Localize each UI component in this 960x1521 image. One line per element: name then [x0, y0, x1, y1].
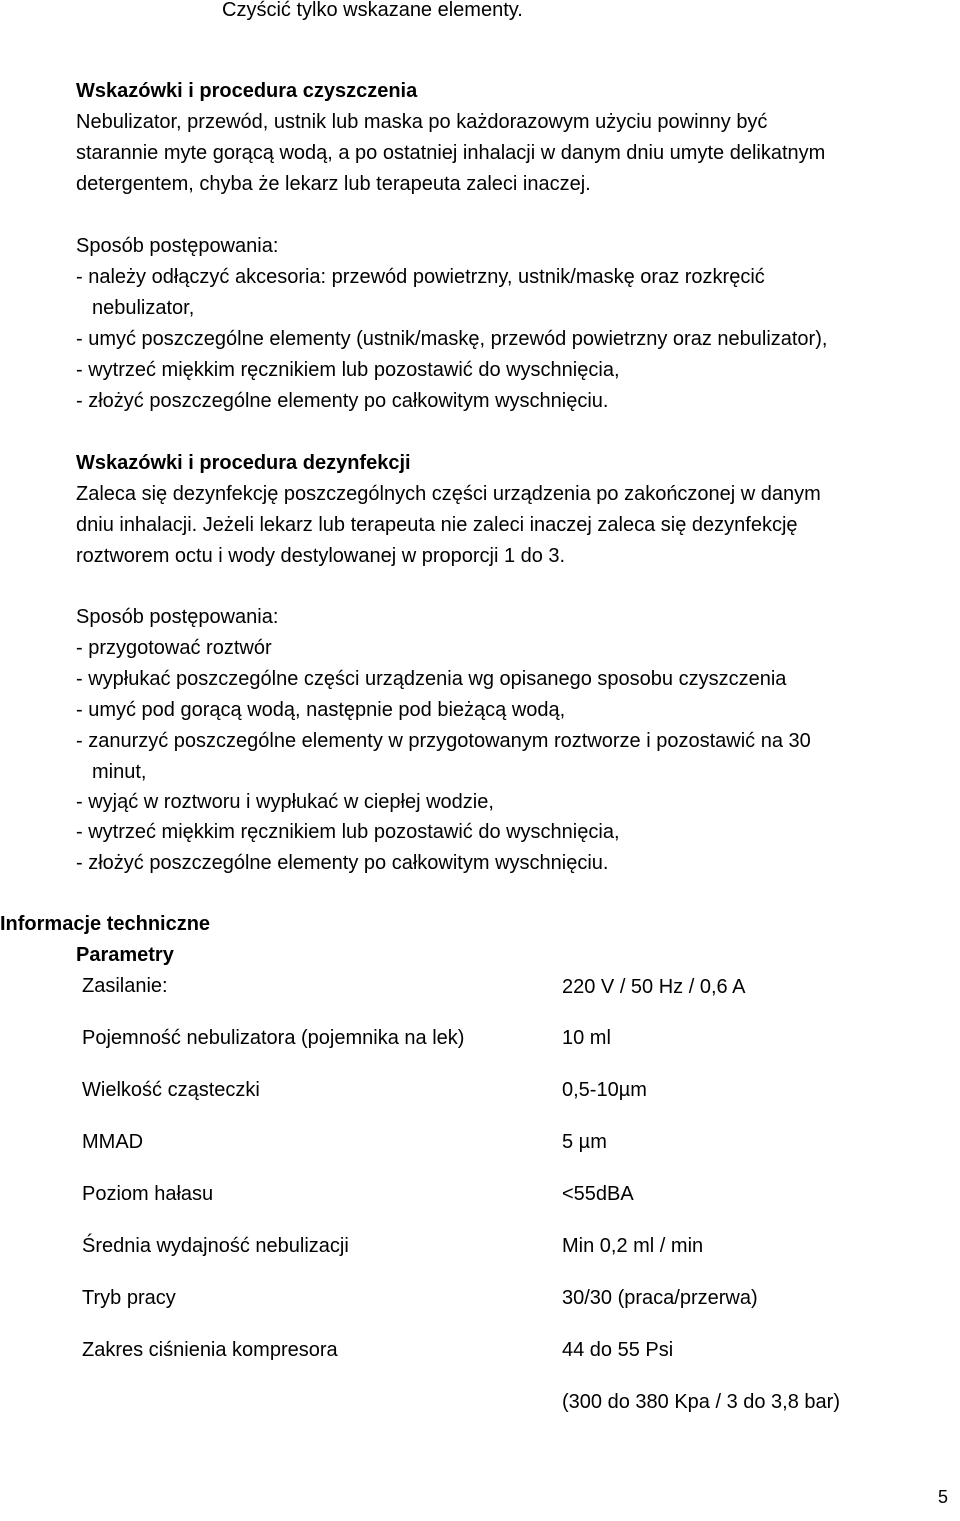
page-number: 5 — [938, 1487, 949, 1507]
disinfection-step: - złożyć poszczególne elementy po całkowitym wyschnięciu. — [76, 852, 609, 874]
disinfection-step: - wyjąć w roztworu i wypłukać w ciepłej wodzie, — [76, 791, 494, 813]
parameter-value: <55dBA — [562, 1183, 634, 1205]
cleaning-step: - należy odłączyć akcesoria: przewód powietrzny, ustnik/maskę oraz rozkręcić — [76, 266, 765, 288]
parameter-label: Zasilanie: — [82, 975, 168, 997]
parameter-value: 0,5-10µm — [562, 1079, 647, 1101]
top-line: Czyścić tylko wskazane elementy. — [222, 0, 523, 21]
technical-heading: Informacje techniczne — [0, 913, 211, 935]
cleaning-step: - wytrzeć miękkim ręcznikiem lub pozostawić do wyschnięcia, — [76, 359, 620, 381]
cleaning-step: nebulizator, — [92, 297, 195, 319]
disinfection-paragraph-line: dniu inhalacji. Jeżeli lekarz lub terapeuta nie zaleci inaczej zaleca się dezynfekcję — [76, 514, 798, 536]
disinfection-step: - wytrzeć miękkim ręcznikiem lub pozostawić do wyschnięcia, — [76, 821, 620, 843]
disinfection-heading: Wskazówki i procedura dezynfekcji — [76, 452, 411, 474]
cleaning-paragraph-line: Nebulizator, przewód, ustnik lub maska po każdorazowym użyciu powinny być — [76, 111, 768, 133]
disinfection-step: - umyć pod gorącą wodą, następnie pod bieżącą wodą, — [76, 699, 566, 721]
cleaning-heading: Wskazówki i procedura czyszczenia — [76, 80, 418, 102]
parameter-value: 44 do 55 Psi — [562, 1339, 674, 1361]
disinfection-procedure-title: Sposób postępowania: — [76, 606, 279, 628]
parameter-value: 10 ml — [562, 1027, 611, 1049]
parameter-label: Średnia wydajność nebulizacji — [82, 1235, 349, 1257]
parameter-value-extra: (300 do 380 Kpa / 3 do 3,8 bar) — [562, 1391, 840, 1413]
parameter-label: Pojemność nebulizatora (pojemnika na lek) — [82, 1027, 465, 1049]
parameter-label: Zakres ciśnienia kompresora — [82, 1339, 338, 1361]
parameter-label: MMAD — [82, 1131, 144, 1153]
parameter-label: Poziom hałasu — [82, 1183, 214, 1205]
cleaning-step: - umyć poszczególne elementy (ustnik/maskę, przewód powietrzny oraz nebulizator), — [76, 328, 828, 350]
disinfection-step: minut, — [92, 761, 147, 783]
cleaning-paragraph-line: detergentem, chyba że lekarz lub terapeuta zaleci inaczej. — [76, 173, 591, 195]
parameter-label: Wielkość cząsteczki — [82, 1079, 260, 1101]
cleaning-paragraph-line: starannie myte gorącą wodą, a po ostatniej inhalacji w danym dniu umyte delikatnym — [76, 142, 826, 164]
disinfection-step: - zanurzyć poszczególne elementy w przygotowanym roztworze i pozostawić na 30 — [76, 730, 811, 752]
disinfection-paragraph-line: Zaleca się dezynfekcję poszczególnych części urządzenia po zakończonej w danym — [76, 483, 821, 505]
disinfection-paragraph-line: roztworem octu i wody destylowanej w proporcji 1 do 3. — [76, 545, 566, 567]
parameter-value: Min 0,2 ml / min — [562, 1235, 704, 1257]
parameter-label: Tryb pracy — [82, 1287, 176, 1309]
disinfection-step: - wypłukać poszczególne części urządzenia wg opisanego sposobu czyszczenia — [76, 668, 787, 690]
cleaning-step: - złożyć poszczególne elementy po całkowitym wyschnięciu. — [76, 390, 609, 412]
parameter-value: 30/30 (praca/przerwa) — [562, 1287, 758, 1309]
cleaning-procedure-title: Sposób postępowania: — [76, 235, 279, 257]
parameter-value: 5 µm — [562, 1131, 607, 1153]
parameter-value: 220 V / 50 Hz / 0,6 A — [562, 976, 746, 998]
disinfection-step: - przygotować roztwór — [76, 637, 272, 659]
parameters-subheading: Parametry — [76, 944, 174, 966]
